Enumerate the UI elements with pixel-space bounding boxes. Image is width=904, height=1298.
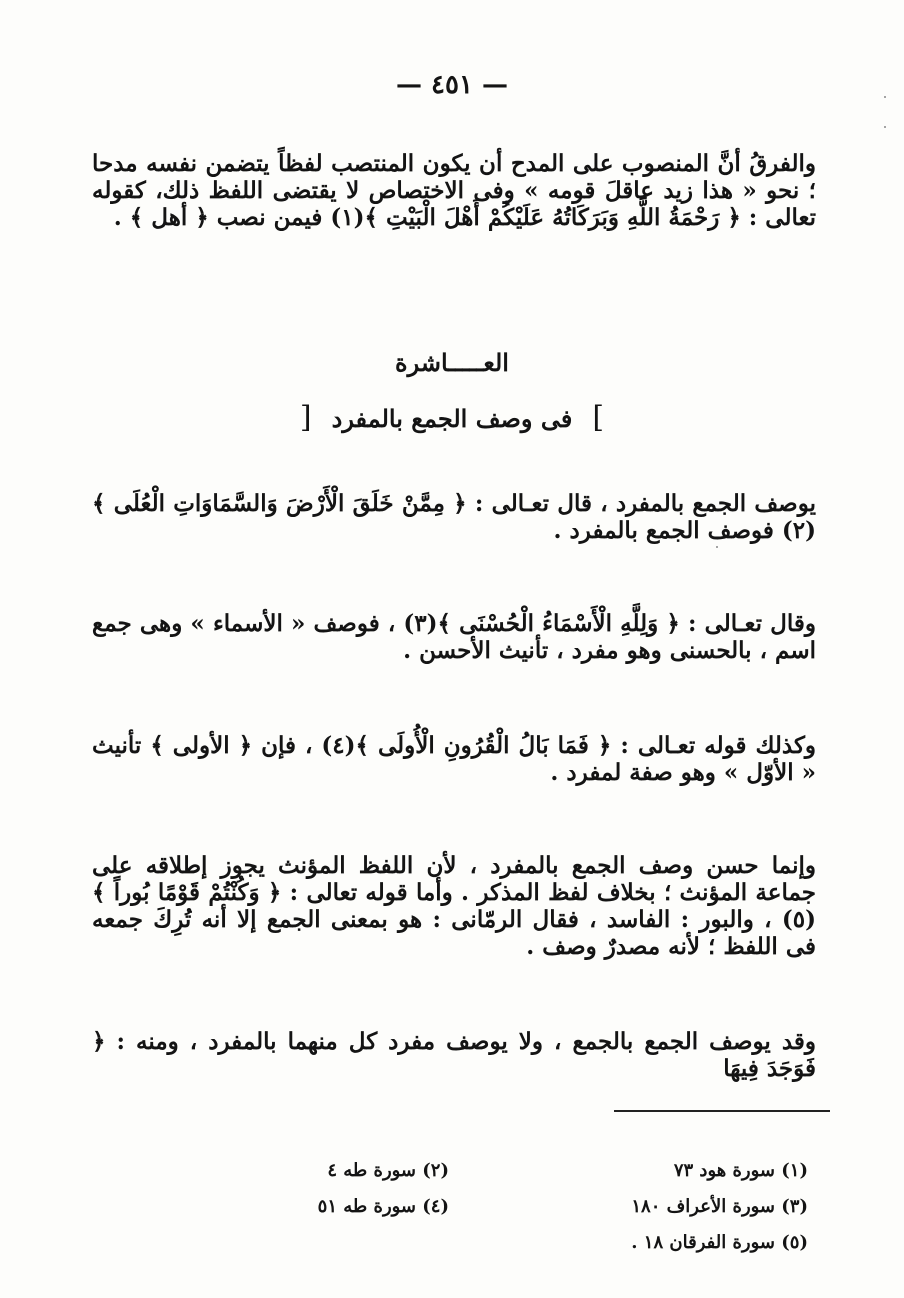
footnote-5: (٥) سورة الفرقان ١٨ . xyxy=(631,1232,808,1253)
margin-speck xyxy=(716,546,718,548)
footnote-4: (٤) سورة طه ٥١ xyxy=(317,1196,449,1217)
paragraph-2: وقال تعـالى : ﴿ وَلِلَّهِ الْأَسْمَاءُ الْحُسْنَى ﴾(٣) ، فوصف « الأسماء » وهى جمع اسم ، بالحسنى وهو مفرد ، تأنيث الأحسن . xyxy=(92,610,816,665)
footnote-3: (٣) سورة الأعراف ١٨٠ xyxy=(631,1196,808,1217)
right-bracket: [ xyxy=(299,400,312,435)
section-title-text: فى وصف الجمع بالمفرد xyxy=(331,404,573,433)
section-title xyxy=(0,400,904,435)
page-number: — ٤٥١ — xyxy=(395,70,509,100)
footnote-2: (٢) سورة طه ٤ xyxy=(327,1160,449,1181)
intro-paragraph: والفرقُ أنَّ المنصوب على المدح أن يكون المنتصب لفظاً يتضمن نفسه مدحا ؛ نحو « هذا زيد عاقلَ قومه » وفى الاختصاص لا يقتضى اللفظ ذلك، كقوله تعالى : ﴿ رَحْمَةُ اللَّهِ وَبَرَكَاتُهُ عَلَيْكُمْ أَهْلَ الْبَيْتِ ﴾(١) فيمن نصب ﴿ أهل ﴾ . xyxy=(92,150,816,232)
paragraph-1: يوصف الجمع بالمفرد ، قال تعـالى : ﴿ مِمَّنْ خَلَقَ الْأَرْضَ وَالسَّمَاوَاتِ الْعُلَى ﴾(٢) فوصف الجمع بالمفرد . xyxy=(92,490,816,545)
margin-speck xyxy=(884,126,886,128)
paragraph-5: وقد يوصف الجمع بالجمع ، ولا يوصف مفرد كل منهما بالمفرد ، ومنه : ﴿ فَوَجَدَ فِيهَا xyxy=(92,1028,816,1083)
margin-speck xyxy=(884,96,886,98)
footnote-1: (١) سورة هود ٧٣ xyxy=(673,1160,808,1181)
paragraph-3: وكذلك قوله تعـالى : ﴿ فَمَا بَالُ الْقُرُونِ الْأُولَى ﴾(٤) ، فإن ﴿ الأولى ﴾ تأنيث « الأوّل » وهو صفة لمفرد . xyxy=(92,732,817,787)
paragraph-4: وإنما حسن وصف الجمع بالمفرد ، لأن اللفظ المؤنث يجوز إطلاقه على جماعة المؤنث ؛ بخلاف لفظ المذكر . وأما قوله تعالى : ﴿ وَكُنْتُمْ قَوْمًا بُوراً ﴾(٥) ، والبور : الفاسد ، فقال الرمّانى : هو بمعنى الجمع إلا أنه تُرِكَ جمعه فى اللفظ ؛ لأنه مصدرٌ وصف . xyxy=(92,852,817,961)
footnote-rule xyxy=(614,1110,830,1112)
left-bracket: ] xyxy=(592,400,605,435)
section-heading: العـــــاشرة xyxy=(395,348,509,377)
